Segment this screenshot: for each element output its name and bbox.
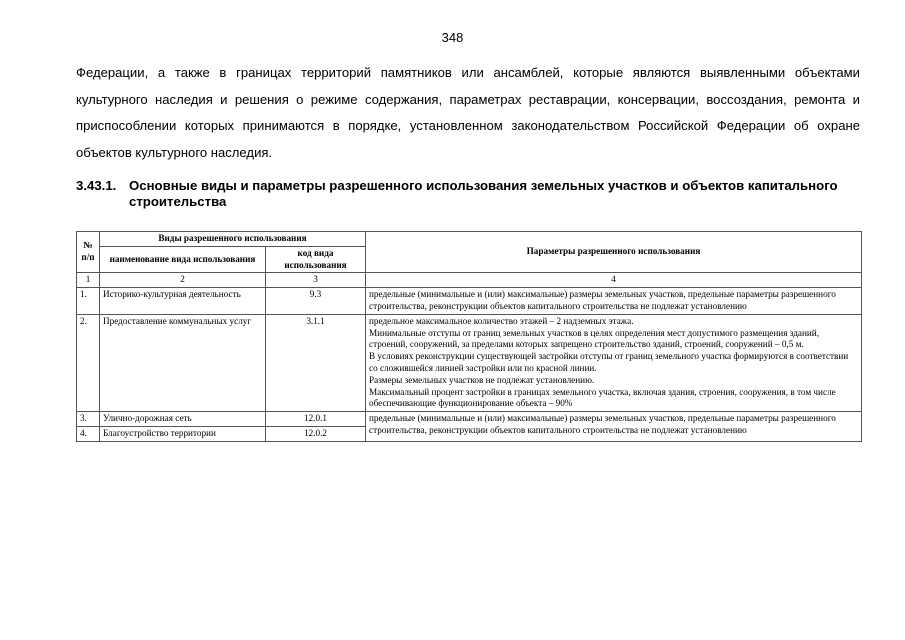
param-line: Размеры земельных участков не подлежат установлению. [369, 374, 595, 385]
row-name: Благоустройство территории [100, 426, 266, 441]
param-line: В условиях реконструкции существующей застройки отступы от границ земельного участка формируются в соответствии со сложившейся линией застройки или по красной линии. [369, 351, 849, 373]
header-code: код вида использования [266, 246, 366, 273]
section-title-line2: строительства [129, 194, 227, 209]
column-number-row [77, 273, 862, 288]
section-number: 3.43.1. [76, 178, 117, 193]
row-name: Улично-дорожная сеть [100, 412, 266, 427]
row-params: предельные (минимальные и (или) максимальные) размеры земельных участков, предельные параметры разрешенного строительства, реконструкции объектов капитального строительства не подлежат установлению [366, 412, 862, 442]
section-heading [76, 178, 860, 210]
row-name: Предоставление коммунальных услуг [100, 314, 266, 411]
row-name: Историко-культурная деятельность [100, 288, 266, 315]
header-types-group: Виды разрешенного использования [100, 232, 366, 247]
row-code: 3.1.1 [266, 314, 366, 411]
col-number: 3 [266, 273, 366, 288]
row-params: предельные (минимальные и (или) максимальные) размеры земельных участков, предельные параметры разрешенного строительства, реконструкции объектов капитального строительства не подлежат установлению [366, 288, 862, 315]
row-num: 2. [77, 314, 100, 411]
row-num: 4. [77, 426, 100, 441]
header-num: № п/п [77, 232, 100, 273]
col-number: 1 [77, 273, 100, 288]
row-num: 3. [77, 412, 100, 427]
row-code: 9.3 [266, 288, 366, 315]
header-params: Параметры разрешенного использования [366, 232, 862, 273]
row-num: 1. [77, 288, 100, 315]
table-row [77, 288, 862, 315]
param-line: Максимальный процент застройки в границах земельного участка, включая здания, строения, сооружения, в том числе обеспечивающие функционирование объекта – 90% [369, 386, 836, 409]
page-number: 348 [441, 30, 464, 45]
param-line: предельное максимальное количество этажей – 2 надземных этажа. [369, 315, 634, 326]
header-row [77, 232, 862, 247]
body-paragraph: Федерации, а также в границах территорий памятников или ансамблей, которые являются выявленными объектами культурного наследия и решения о режиме содержания, параметрах реставрации, консервации, воссоздания, ремонта и приспособлении которых принимаются в порядке, установленном законодательством Российской Федерации об охране объектов культурного наследия. [76, 65, 860, 161]
land-use-table [76, 231, 862, 442]
row-code: 12.0.2 [266, 426, 366, 441]
param-line: Минимальные отступы от границ земельных участков в целях определения мест допустимого размещения зданий, строений, сооружений, за пределами которых запрещено строительство зданий, строений, сооружений – 0,5 м. [369, 327, 819, 350]
table-row [77, 314, 862, 411]
section-title-line1: Основные виды и параметры разрешенного использования земельных участков и объектов капитального [129, 178, 838, 193]
header-name: наименование вида использования [100, 246, 266, 273]
row-code: 12.0.1 [266, 412, 366, 427]
table-row [77, 412, 862, 427]
col-number: 4 [366, 273, 862, 288]
row-params [366, 314, 862, 411]
col-number: 2 [100, 273, 266, 288]
